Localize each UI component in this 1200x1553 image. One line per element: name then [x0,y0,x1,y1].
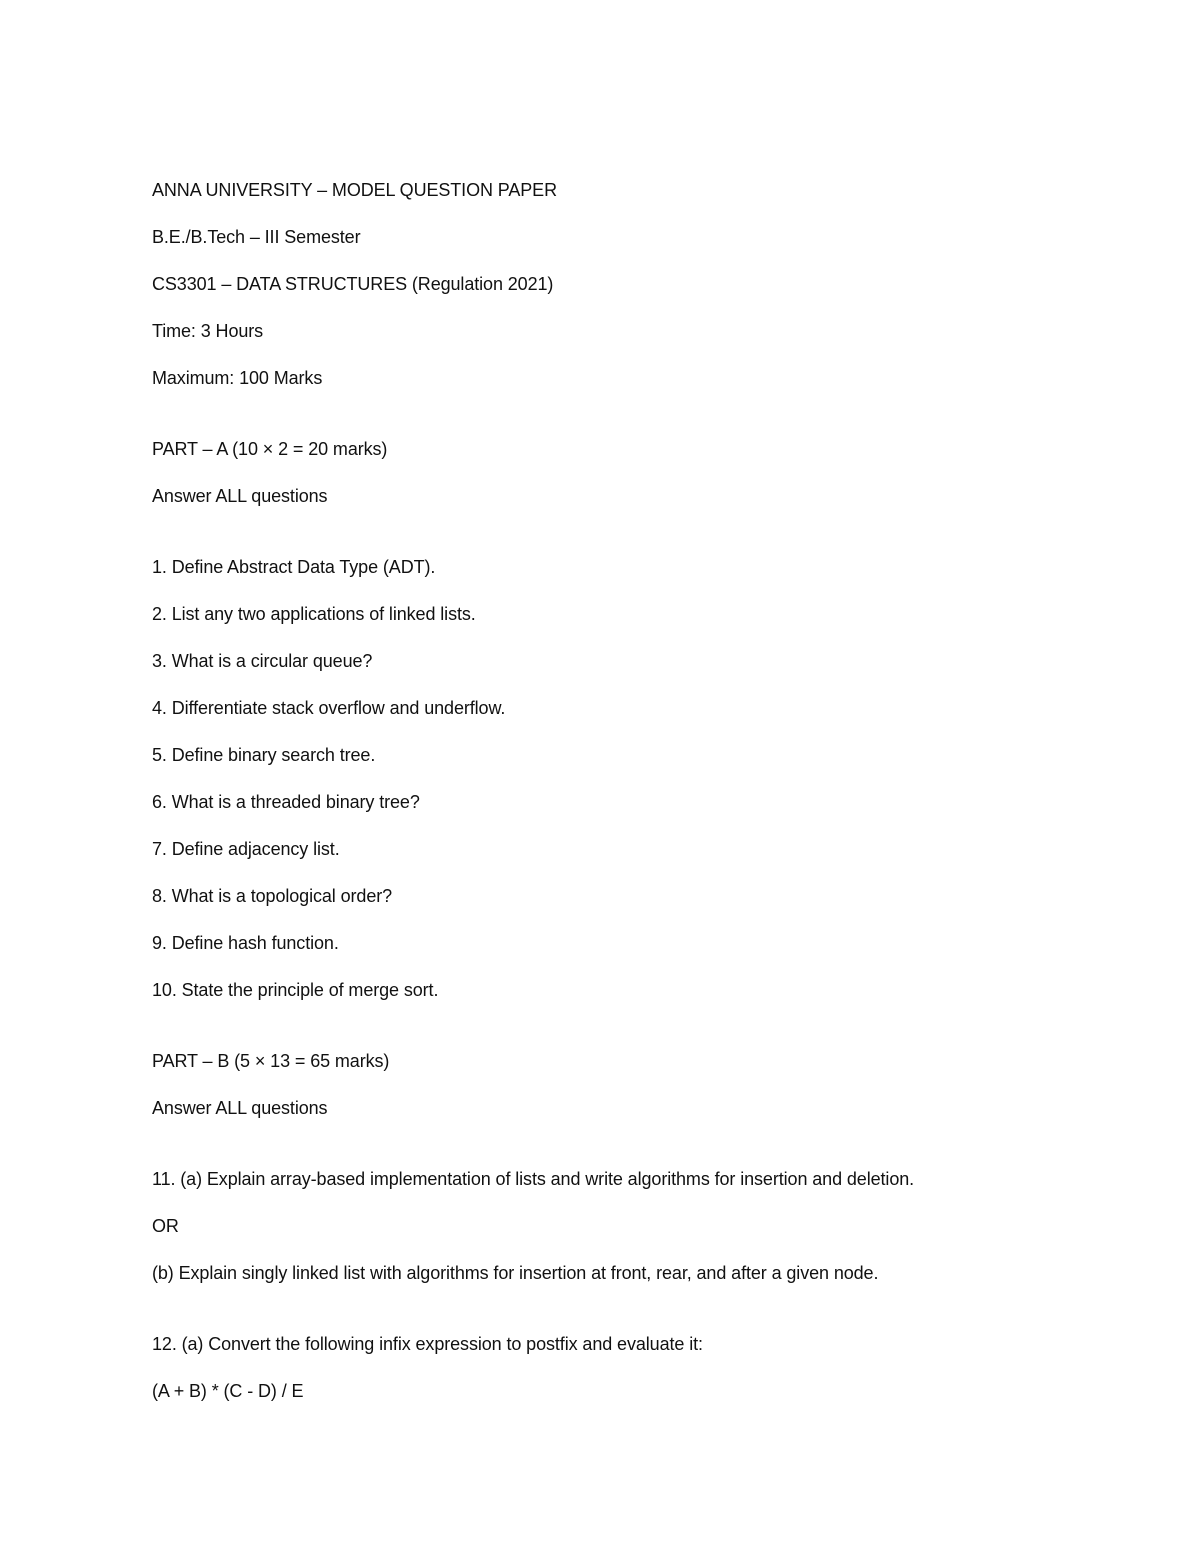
part-a-instruction: Answer ALL questions [152,486,328,506]
time-line: Time: 3 Hours [152,321,264,341]
program-line: B.E./B.Tech – III Semester [152,227,361,247]
question-item: 6. What is a threaded binary tree? [152,792,420,812]
question-12a: 12. (a) Convert the following infix expression to postfix and evaluate it: [152,1334,703,1354]
part-a-heading: PART – A (10 × 2 = 20 marks) [152,439,388,459]
course-line: CS3301 – DATA STRUCTURES (Regulation 2021) [152,274,554,294]
question-11-or: OR [152,1216,179,1236]
part-b-heading: PART – B (5 × 13 = 65 marks) [152,1051,390,1071]
question-item: 1. Define Abstract Data Type (ADT). [152,557,436,577]
question-item: 2. List any two applications of linked lists. [152,604,476,624]
question-item: 3. What is a circular queue? [152,651,373,671]
question-item: 5. Define binary search tree. [152,745,376,765]
question-item: 7. Define adjacency list. [152,839,340,859]
max-marks-line: Maximum: 100 Marks [152,368,323,388]
part-b-instruction: Answer ALL questions [152,1098,328,1118]
question-item: 4. Differentiate stack overflow and underflow. [152,698,506,718]
question-item: 10. State the principle of merge sort. [152,980,439,1000]
question-11a: 11. (a) Explain array-based implementation of lists and write algorithms for insertion and deletion. [152,1169,915,1189]
question-12-expression: (A + B) * (C - D) / E [152,1381,304,1401]
question-11b: (b) Explain singly linked list with algorithms for insertion at front, rear, and after a given node. [152,1263,879,1283]
question-item: 9. Define hash function. [152,933,339,953]
paper-title: ANNA UNIVERSITY – MODEL QUESTION PAPER [152,180,557,200]
question-item: 8. What is a topological order? [152,886,393,906]
